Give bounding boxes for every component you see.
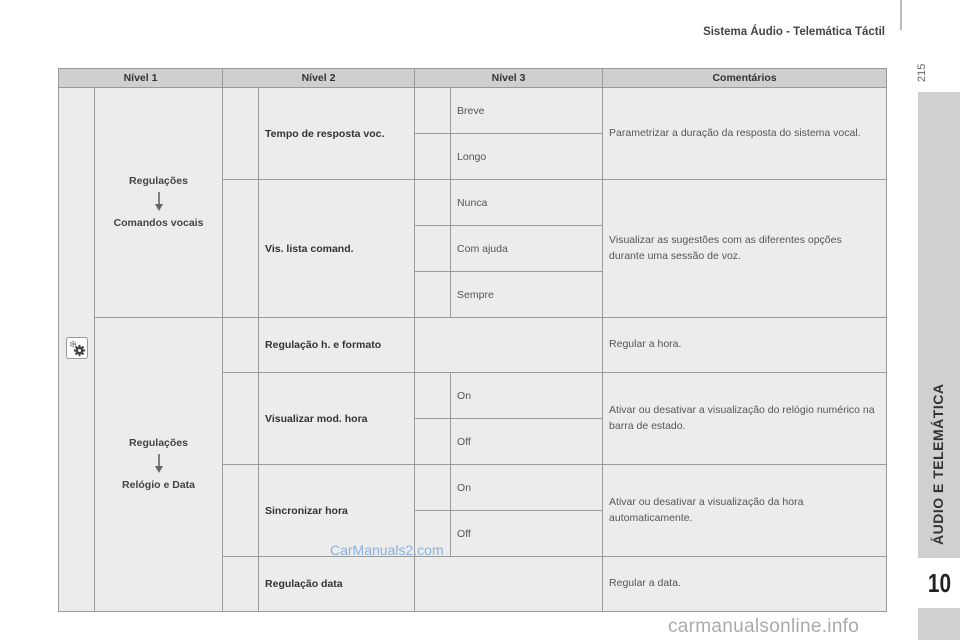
column-header-level3: Nível 3: [415, 69, 603, 88]
footer-watermark: carmanualsonline.info: [668, 616, 860, 637]
comment-date: Regular a data.: [603, 557, 887, 612]
level1-clock-title: Regulações: [129, 436, 188, 449]
comment-response-time: Parametrizar a duração da resposta do sistema vocal.: [603, 88, 887, 180]
comment-time-format: Regular a hora.: [603, 318, 887, 373]
comment-clock-display: Ativar ou desativar a visualização do relógio numérico na barra de estado.: [603, 373, 887, 465]
level2-command-list: Vis. lista comand.: [259, 180, 415, 318]
option-with-help: Com ajuda: [451, 226, 603, 272]
level1-voice-subtitle: Comandos vocais: [113, 216, 204, 229]
watermark-carmanuals: CarManuals2.com: [330, 542, 444, 558]
table-header-row: [59, 69, 887, 88]
option-never: Nunca: [451, 180, 603, 226]
header-divider: [900, 0, 902, 30]
option-on: On: [451, 373, 603, 419]
level2-spacer: [223, 318, 259, 373]
level3-spacer: [415, 373, 451, 419]
level3-spacer: [415, 419, 451, 465]
settings-icon-cell: [59, 88, 95, 612]
level2-spacer: [223, 557, 259, 612]
level3-spacer: [415, 272, 451, 318]
level2-time-format: Regulação h. e formato: [259, 318, 415, 373]
level3-spacer: [415, 465, 451, 511]
level3-spacer: [415, 134, 451, 180]
table-row: [59, 318, 887, 373]
column-header-comments: Comentários: [603, 69, 887, 88]
option-off: Off: [451, 419, 603, 465]
level1-clock-subtitle: Relógio e Data: [122, 478, 195, 491]
column-header-level1: Nível 1: [59, 69, 223, 88]
level2-response-time: Tempo de resposta voc.: [259, 88, 415, 180]
level1-group-voice: [95, 88, 223, 318]
level3-spacer: [415, 88, 451, 134]
level3-empty: [415, 557, 603, 612]
level2-date: Regulação data: [259, 557, 415, 612]
chapter-number: 10: [927, 567, 951, 598]
table-row: [59, 88, 887, 134]
chapter-label: ÁUDIO E TELEMÁTICA: [930, 383, 946, 545]
level3-spacer: [415, 226, 451, 272]
level1-voice-title: Regulações: [129, 174, 188, 187]
option-brief: Breve: [451, 88, 603, 134]
column-header-level2: Nível 2: [223, 69, 415, 88]
settings-table: [58, 68, 887, 612]
level3-empty: [415, 318, 603, 373]
comment-sync-time: Ativar ou desativar a visualização da hora automaticamente.: [603, 465, 887, 557]
comment-command-list: Visualizar as sugestões com as diferentes opções durante uma sessão de voz.: [603, 180, 887, 318]
level2-spacer: [223, 88, 259, 180]
option-off: Off: [451, 511, 603, 557]
level3-spacer: [415, 180, 451, 226]
arrow-down-icon: [154, 192, 164, 212]
option-always: Sempre: [451, 272, 603, 318]
settings-gear-icon: [66, 337, 88, 359]
page-header-title: Sistema Áudio - Telemática Táctil: [703, 26, 885, 38]
level2-spacer: [223, 180, 259, 318]
level2-spacer: [223, 465, 259, 557]
page-number: 215: [916, 63, 928, 82]
level2-sync-time: Sincronizar hora: [259, 465, 415, 557]
arrow-down-icon: [154, 454, 164, 474]
option-on: On: [451, 465, 603, 511]
level2-clock-display: Visualizar mod. hora: [259, 373, 415, 465]
option-long: Longo: [451, 134, 603, 180]
level1-group-clock: [95, 318, 223, 612]
chapter-number-box: [918, 558, 960, 608]
level2-spacer: [223, 373, 259, 465]
